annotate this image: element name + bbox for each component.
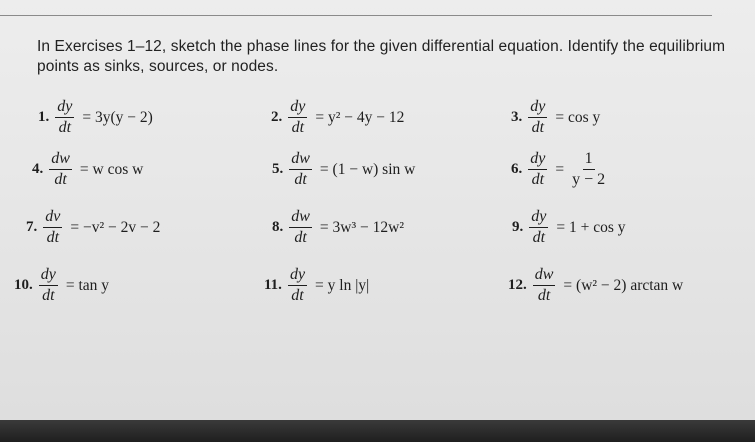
exercise-number: 6. (511, 161, 523, 177)
exercise-11 (264, 266, 369, 305)
exercise-number: 11. (264, 277, 282, 293)
equation-rhs: = w cos w (79, 160, 144, 178)
equation-rhs: = (w² − 2) arctan w (563, 276, 684, 294)
rhs-fraction: $\frac{1}{y - 2}$ (572, 150, 606, 188)
exercise-number: 1. (38, 109, 50, 125)
derivative: $\frac{dy}{dt}$ (40, 266, 56, 304)
exercise-number: 5. (272, 161, 284, 177)
derivative: $\frac{dy}{dt}$ (531, 208, 547, 246)
exercise-9 (512, 208, 626, 247)
exercise-7 (26, 208, 160, 247)
derivative: $\frac{dw}{dt}$ (291, 150, 310, 188)
exercise-number: 4. (32, 161, 44, 177)
exercise-instructions: In Exercises 1–12, sketch the phase lines for the given differential equation. Identify the equilibrium points as sinks, sources, or nodes. (37, 38, 726, 75)
derivative: $\frac{dy}{dt}$ (289, 266, 306, 304)
exercise-4 (32, 150, 143, 189)
equation-rhs: = cos y (555, 108, 601, 126)
derivative: $\frac{dw}{dt}$ (534, 266, 554, 304)
equals-sign: = (555, 160, 565, 178)
exercise-number: 9. (512, 219, 524, 235)
equation-rhs: = 1 + cos y (556, 218, 626, 236)
exercise-number: 2. (271, 109, 283, 125)
exercise-3 (511, 98, 600, 137)
derivative: $\frac{dw}{dt}$ (291, 208, 310, 246)
derivative: $\frac{dy}{dt}$ (530, 150, 546, 188)
exercise-1 (38, 98, 153, 137)
exercise-2 (271, 98, 404, 137)
derivative: $\frac{dv}{dt}$ (45, 208, 61, 246)
derivative: $\frac{dy}{dt}$ (530, 98, 546, 136)
exercise-8 (272, 208, 404, 247)
exercise-number: 8. (272, 219, 284, 235)
derivative: $\frac{dy}{dt}$ (290, 98, 306, 136)
exercise-number: 10. (14, 277, 33, 293)
equation-rhs: = (1 − w) sin w (319, 160, 416, 178)
equation-rhs: = −v² − 2v − 2 (70, 218, 161, 236)
exercise-12 (508, 266, 683, 305)
exercise-10 (14, 266, 109, 305)
exercise-number: 7. (26, 219, 38, 235)
exercise-number: 12. (508, 277, 527, 293)
exercise-5 (272, 150, 415, 189)
derivative: $\frac{dy}{dt}$ (57, 98, 73, 136)
photo-background (0, 420, 755, 442)
exercise-number: 3. (511, 109, 523, 125)
equation-rhs: = 3w³ − 12w² (319, 218, 404, 236)
derivative: $\frac{dw}{dt}$ (51, 150, 70, 188)
equation-rhs: = y² − 4y − 12 (315, 108, 405, 126)
top-rule (0, 15, 712, 16)
equation-rhs: = tan y (65, 276, 110, 294)
exercise-6 (511, 150, 613, 189)
equation-rhs: = y ln |y| (315, 276, 370, 294)
equation-rhs: = 3y(y − 2) (82, 108, 153, 126)
